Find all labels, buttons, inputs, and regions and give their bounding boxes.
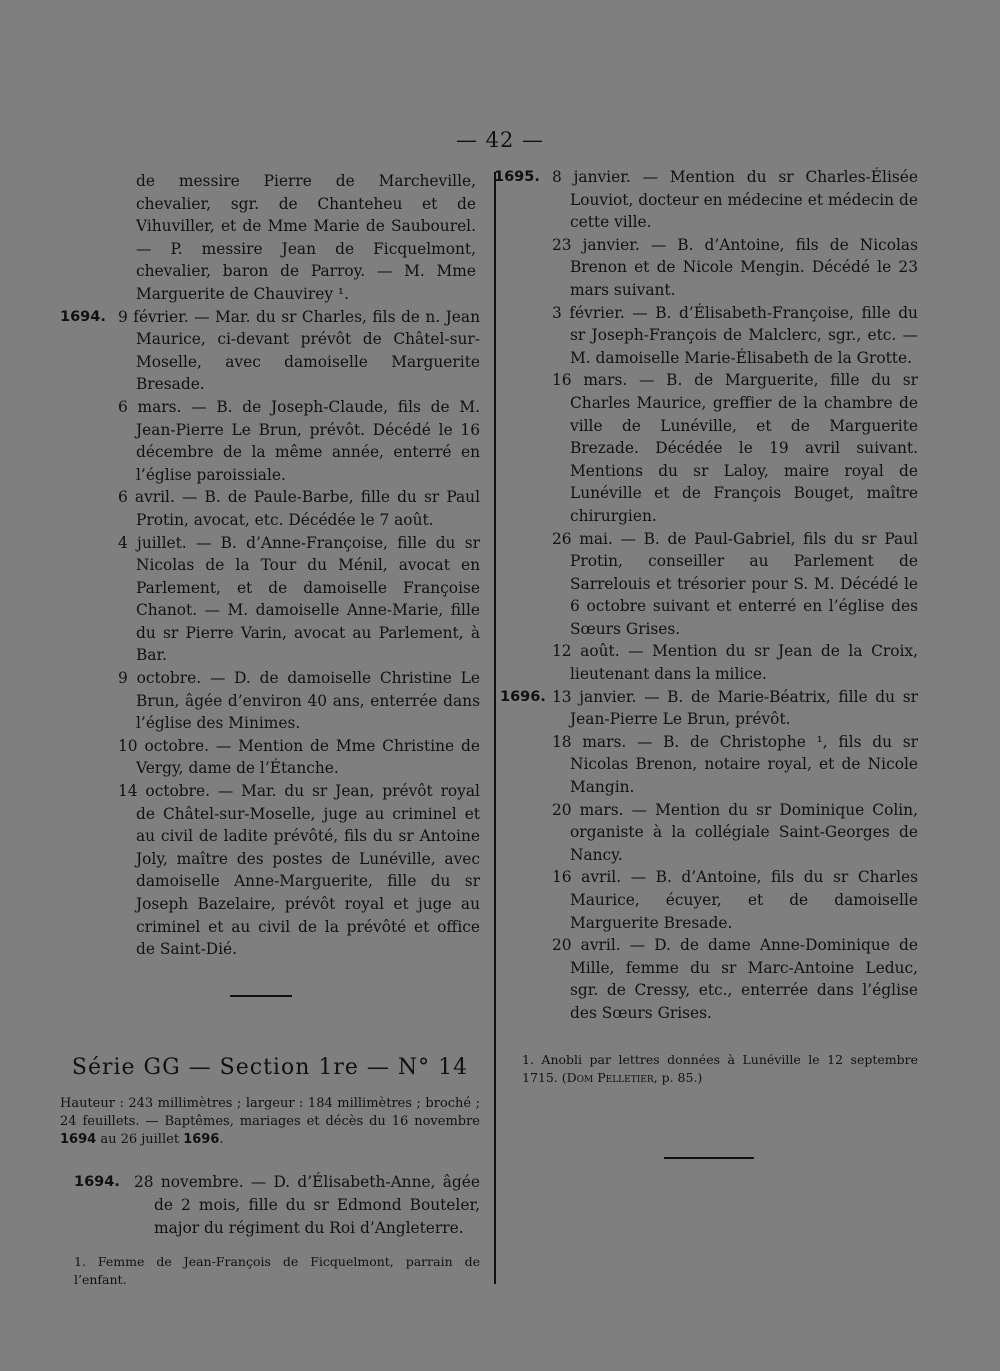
entry-date: 8 janvier. xyxy=(552,168,631,186)
entry-text xyxy=(552,529,918,638)
entry-text xyxy=(118,533,480,665)
column-divider xyxy=(494,172,496,1284)
list-item xyxy=(500,234,918,302)
entry-body: — B. d’Anne-Françoise, fille du sr Nicolas de la Tour du Ménil, avocat en Parlement, et de damoiselle Françoise Chanot. — M. damoiselle Anne-Marie, fille du sr Pierre Varin, avocat au Parlement, à Bar. xyxy=(136,533,480,665)
entry-date: 6 mars. xyxy=(118,397,182,416)
entry-text xyxy=(118,307,480,394)
list-item xyxy=(500,302,918,370)
entry-body: — B. d’Élisabeth-Françoise, fille du sr Joseph-François de Malclerc, sgr., etc. — M. damoiselle Marie-Élisabeth de la Grotte. xyxy=(570,303,918,367)
entry-date: 12 août. xyxy=(552,642,620,661)
entry-text xyxy=(118,669,480,733)
list-item xyxy=(60,532,480,668)
entry-text xyxy=(552,868,918,932)
list-item xyxy=(500,686,918,731)
entry-body: — D. de dame Anne-Dominique de Mille, femme du sr Marc-Antoine Leduc, sgr. de Cressy, etc., enterrée dans l’église des Sœurs Grises. xyxy=(570,936,918,1022)
footnote: 1. Femme de Jean-François de Ficquelmont, parrain de l’enfant. xyxy=(74,1254,480,1288)
list-item xyxy=(60,396,480,486)
entry-text xyxy=(134,1173,480,1237)
entry-text xyxy=(552,235,918,299)
entry-body: — Mar. du sr Charles, fils de n. Jean Maurice, ci-devant prévôt de Châtel-sur-Moselle, avec damoiselle Marguerite Bresade. xyxy=(136,307,480,394)
list-item xyxy=(500,799,918,867)
entry-date: 6 avril. xyxy=(118,488,175,507)
series-description xyxy=(60,1095,480,1149)
entry-text xyxy=(552,642,918,684)
footnote-text: , p. 85.) xyxy=(653,1069,703,1085)
entry-date: 9 octobre. xyxy=(118,669,202,688)
entry-date: 26 mai. xyxy=(552,529,613,548)
entry-body: — B. de Christophe ¹, fils du sr Nicolas Brenon, notaire royal, et de Nicole Mangin. xyxy=(570,732,918,797)
section-divider xyxy=(230,995,292,997)
entry-body: — Mar. du sr Jean, prévôt royal de Châtel-sur-Moselle, juge au criminel et au civil de ladite prévôté, fils du sr Antoine Joly, maître des postes de Lunéville, avec damoiselle Anne-Marguerite, fille du sr Joseph Bazelaire, prévôt royal et juge au criminel et au civil de la prévôté et office de Saint-Dié. xyxy=(136,782,480,959)
right-column xyxy=(494,166,918,1159)
entry-date: 20 avril. xyxy=(552,936,621,955)
entry-body: — B. d’Antoine, fils de Nicolas Brenon et de Nicole Mengin. Décédé le 23 mars suivant. xyxy=(570,235,918,299)
entry-body: — B. de Marie-Béatrix, fille du sr Jean-Pierre Le Brun, prévôt. xyxy=(570,687,918,729)
entry-body: — D. de damoiselle Christine Le Brun, âgée d’environ 40 ans, enterrée dans l’église des Minimes. xyxy=(136,669,480,733)
continuation-text: de messire Pierre de Marcheville, chevalier, sgr. de Chanteheu et de Vihuviller, et de Mme Marie de Saubourel. — P. messire Jean de Ficquelmont, chevalier, baron de Parroy. — M. Mme Marguerite de Chauvirey ¹. xyxy=(136,172,476,303)
list-item xyxy=(60,780,480,961)
entry-body: — Mention du sr Jean de la Croix, lieutenant dans la milice. xyxy=(570,642,918,684)
entry-date: 16 mars. xyxy=(552,371,628,390)
year-label: 1696. xyxy=(500,688,546,705)
entry-date: 23 janvier. xyxy=(552,235,640,254)
meta-year: 1696 xyxy=(183,1132,220,1148)
entry-date: 16 avril. xyxy=(552,868,622,887)
list-item xyxy=(500,934,918,1024)
footnote-text: 1. Anobli par lettres données à Lunéville le 12 septembre 1715. ( xyxy=(522,1051,918,1085)
entry-body: — B. de Paule-Barbe, fille du sr Paul Protin, avocat, etc. Décédée le 7 août. xyxy=(136,488,480,529)
entry-date: 3 février. xyxy=(552,303,625,322)
left-column xyxy=(60,170,480,1289)
entry-text xyxy=(552,936,918,1022)
entry-text xyxy=(118,736,480,778)
entry-body: — D. d’Élisabeth-Anne, âgée de 2 mois, fille du sr Edmond Bouteler, major du régiment du Roi d’Angleterre. xyxy=(154,1173,480,1237)
list-item xyxy=(60,486,480,531)
year-label: 1695. xyxy=(494,169,540,185)
entry-text xyxy=(552,800,918,864)
year-label: 1694. xyxy=(60,308,106,325)
list-item xyxy=(500,866,918,934)
entry-text xyxy=(552,303,918,367)
entry-text xyxy=(118,397,480,484)
entry-text xyxy=(118,782,480,959)
entry-date: 14 octobre. xyxy=(118,782,210,801)
entry-date: 10 octobre. xyxy=(118,736,209,755)
list-item xyxy=(494,166,918,234)
page-number: — 42 — xyxy=(455,128,545,152)
entry-body: — Mention du sr Charles-Élisée Louviot, docteur en médecine et médecin de cette ville. xyxy=(570,168,918,232)
footnote xyxy=(500,1051,918,1087)
continuation-paragraph xyxy=(60,170,480,306)
footnote-author: Dom Pelletier xyxy=(566,1069,654,1085)
list-item xyxy=(500,528,918,641)
entry-body: — Mention de Mme Christine de Vergy, dame de l’Étanche. xyxy=(136,736,480,778)
list-item xyxy=(500,640,918,685)
entry-date: 4 juillet. xyxy=(118,533,187,552)
list-item xyxy=(60,1171,480,1239)
meta-text: Hauteur : 243 millimètres ; largeur : 184 millimètres ; broché ; 24 feuillets. — Baptêmes, mariages et décès du 16 novembre xyxy=(60,1096,480,1130)
list-item xyxy=(60,306,480,396)
year-label: 1694. xyxy=(74,1174,120,1191)
entry-text xyxy=(552,687,918,729)
entry-body: — B. d’Antoine, fils du sr Charles Maurice, écuyer, et de damoiselle Marguerite Bresade. xyxy=(570,868,918,932)
section-divider xyxy=(664,1157,754,1159)
meta-text: au 26 juillet xyxy=(96,1132,184,1148)
list-item xyxy=(500,731,918,799)
entry-text xyxy=(552,732,918,797)
list-item xyxy=(60,735,480,780)
entry-body: — Mention du sr Dominique Colin, organiste à la collégiale Saint-Georges de Nancy. xyxy=(570,800,918,864)
entry-date: 28 novembre. xyxy=(134,1173,244,1192)
list-item xyxy=(500,369,918,527)
entry-text xyxy=(118,488,480,529)
entry-date: 18 mars. xyxy=(552,732,627,751)
entry-body: — B. de Marguerite, fille du sr Charles Maurice, greffier de la chambre de ville de Lunéville, et de Marguerite Brezade. Décédée le 19 avril suivant. Mentions du sr Laloy, maire royal de Lunéville et de François Bouget, maître chirurgien. xyxy=(570,371,918,525)
series-title: Série GG — Section 1re — N° 14 xyxy=(71,1054,469,1080)
meta-text: . xyxy=(219,1132,224,1148)
entry-body: — B. de Paul-Gabriel, fils du sr Paul Protin, conseiller au Parlement de Sarrelouis et trésorier pour S. M. Décédé le 6 octobre suivant et enterré en l’église des Sœurs Grises. xyxy=(570,529,918,638)
entry-date: 13 janvier. xyxy=(552,687,637,706)
entry-body: — B. de Joseph-Claude, fils de M. Jean-Pierre Le Brun, prévôt. Décédé le 16 décembre de la même année, enterré en l’église paroissiale. xyxy=(136,397,480,484)
entry-text xyxy=(552,371,918,525)
entry-date: 20 mars. xyxy=(552,800,624,819)
list-item xyxy=(60,667,480,735)
meta-year: 1694 xyxy=(60,1132,97,1148)
entry-date: 9 février. xyxy=(118,307,189,326)
entry-text xyxy=(552,168,918,232)
